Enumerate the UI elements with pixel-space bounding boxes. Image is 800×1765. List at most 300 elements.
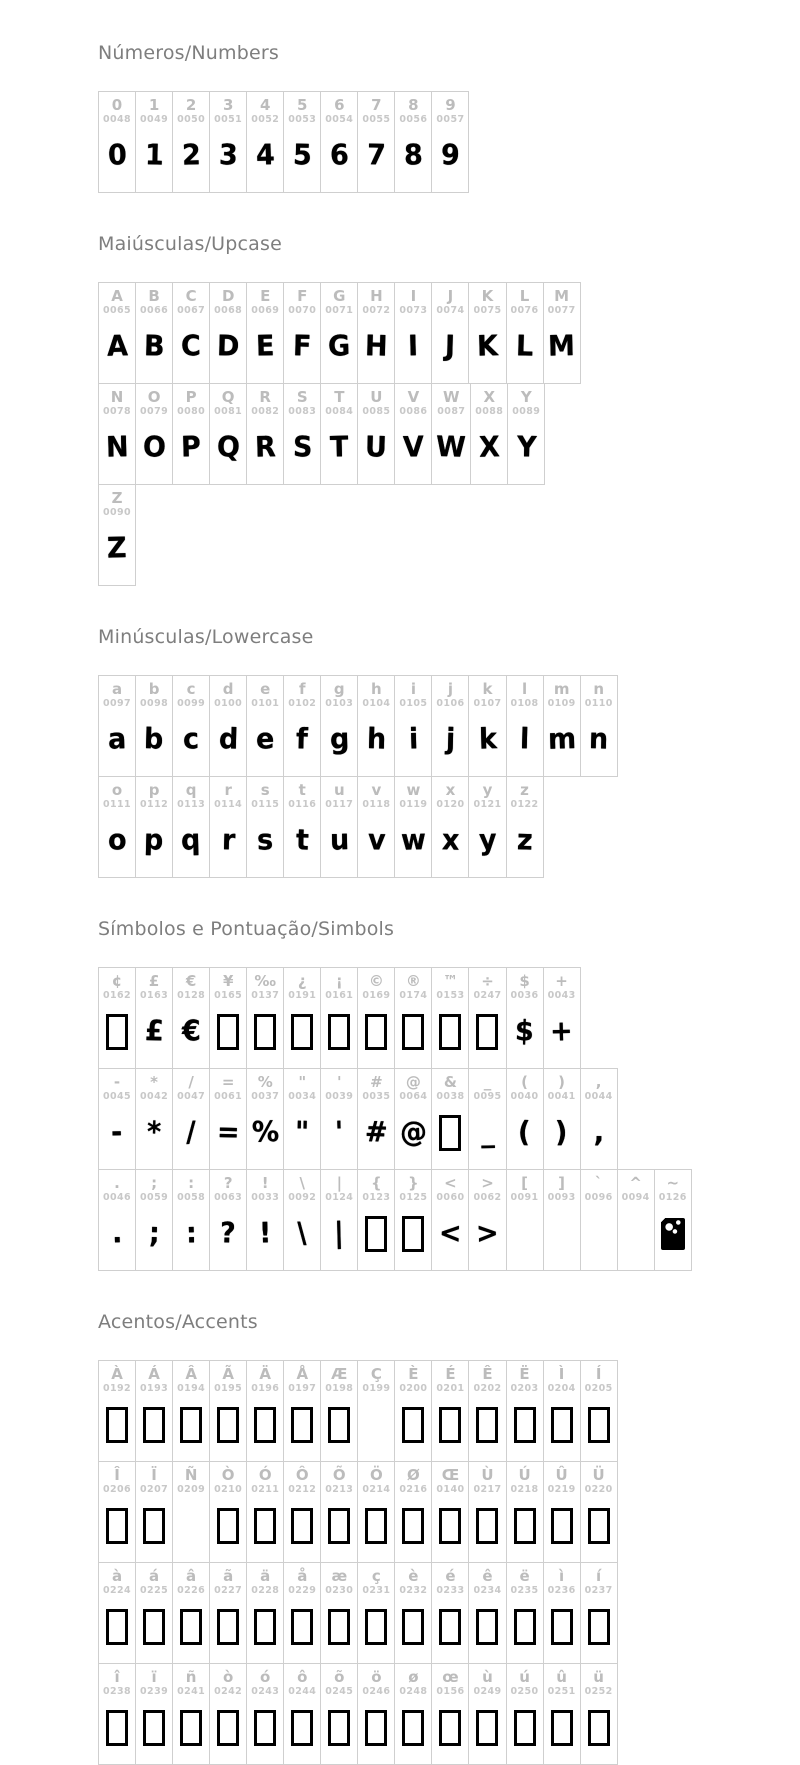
- char-code: 0137: [251, 990, 280, 1002]
- glyph-cell: [358, 1663, 395, 1765]
- face-glyph: [659, 1205, 687, 1263]
- glyph-cell: [284, 383, 321, 485]
- section-lowercase: [98, 626, 800, 878]
- glyph-cell: [358, 1562, 395, 1664]
- missing-glyph-box: [251, 1497, 279, 1555]
- missing-glyph-box: [548, 1396, 576, 1454]
- reference-char: Ó: [258, 1466, 272, 1484]
- glyph-cell: [507, 675, 544, 777]
- font-glyph: q: [181, 824, 202, 858]
- reference-char: 1: [148, 96, 160, 114]
- reference-char: Ç: [370, 1365, 382, 1383]
- glyph-cell: [469, 776, 506, 878]
- char-code: 0063: [214, 1192, 243, 1204]
- reference-char: É: [445, 1365, 456, 1383]
- reference-char: œ: [442, 1668, 459, 1686]
- glyph-cell: [247, 1663, 284, 1765]
- glyph-cell: [432, 1562, 469, 1664]
- missing-glyph-box: [140, 1699, 168, 1757]
- font-glyph: ,: [593, 1116, 605, 1150]
- reference-char: Ë: [519, 1365, 530, 1383]
- font-glyph: ): [554, 1116, 569, 1150]
- reference-char: z: [520, 781, 529, 799]
- missing-glyph-box: [436, 1598, 464, 1656]
- font-glyph: 3: [218, 139, 238, 173]
- glyph-cell: [173, 282, 210, 384]
- font-glyph: L: [515, 330, 534, 364]
- glyph-cell: [284, 1562, 321, 1664]
- reference-char: ¢: [111, 972, 123, 990]
- char-row: [98, 91, 469, 193]
- font-glyph: S: [292, 431, 313, 465]
- char-code: 0247: [473, 990, 502, 1002]
- missing-glyph-box: [288, 1598, 316, 1656]
- glyph-cell: [98, 1169, 136, 1271]
- reference-char: x: [445, 781, 456, 799]
- font-glyph: (: [517, 1116, 532, 1150]
- font-glyph: p: [143, 824, 165, 858]
- reference-char: ~: [666, 1174, 680, 1192]
- glyph-cell: [544, 1068, 581, 1170]
- missing-glyph-box: [436, 1396, 464, 1454]
- charmap-accents: [98, 1360, 800, 1765]
- reference-char: £: [148, 972, 160, 990]
- font-glyph: 8: [403, 139, 424, 173]
- glyph-cell: [469, 1562, 506, 1664]
- missing-glyph-box: [288, 1497, 316, 1555]
- reference-char: ™: [442, 972, 458, 990]
- char-code: 0244: [288, 1686, 317, 1698]
- char-code: 0205: [584, 1383, 613, 1395]
- missing-glyph-box: [140, 1497, 168, 1555]
- font-glyph: h: [366, 723, 387, 757]
- glyph-cell: [247, 1461, 284, 1563]
- glyph-cell: [284, 1360, 321, 1462]
- reference-char: 7: [371, 96, 382, 114]
- font-glyph: B: [143, 330, 165, 364]
- char-code: 0098: [140, 698, 169, 710]
- glyph-cell: [173, 1360, 210, 1462]
- char-code: 0111: [103, 799, 132, 811]
- reference-char: ÷: [481, 972, 494, 990]
- char-code: 0046: [103, 1192, 132, 1204]
- missing-glyph-box: [103, 1598, 131, 1656]
- reference-char: ): [558, 1073, 566, 1091]
- glyph-cell: [210, 1068, 247, 1170]
- glyph-cell: [507, 1068, 544, 1170]
- glyph-cell: [469, 1461, 506, 1563]
- reference-char: Y: [520, 388, 532, 406]
- reference-char: 9: [445, 96, 456, 114]
- char-code: 0201: [436, 1383, 465, 1395]
- font-glyph: m: [547, 723, 577, 757]
- reference-char: ,: [595, 1073, 602, 1091]
- char-code: 0123: [362, 1192, 391, 1204]
- reference-char: 8: [408, 96, 419, 114]
- glyph-cell: [98, 1068, 136, 1170]
- char-code: 0202: [473, 1383, 502, 1395]
- missing-glyph-box: [511, 1598, 539, 1656]
- glyph-cell: [581, 1663, 618, 1765]
- font-glyph: <: [438, 1217, 463, 1251]
- glyph-cell: [358, 383, 395, 485]
- reference-char: Ú: [518, 1466, 531, 1484]
- char-code: 0059: [140, 1192, 169, 1204]
- reference-char: ?: [223, 1174, 233, 1192]
- char-code: 0198: [325, 1383, 354, 1395]
- char-code: 0069: [251, 305, 280, 317]
- char-code: 0112: [140, 799, 169, 811]
- font-glyph: V: [402, 431, 425, 465]
- reference-char: O: [147, 388, 161, 406]
- missing-glyph-box: [548, 1497, 576, 1555]
- char-code: 0048: [103, 114, 132, 126]
- glyph-cell: [432, 282, 469, 384]
- char-code: 0042: [140, 1091, 169, 1103]
- char-code: 0156: [436, 1686, 465, 1698]
- glyph-cell: [432, 1663, 469, 1765]
- font-glyph: €: [181, 1015, 201, 1049]
- section-accents: [98, 1311, 800, 1765]
- char-code: 0106: [436, 698, 465, 710]
- glyph-cell: [136, 1068, 173, 1170]
- glyph-cell: [284, 282, 321, 384]
- missing-glyph-box: [140, 1396, 168, 1454]
- char-code: 0067: [177, 305, 206, 317]
- char-code: 0086: [399, 406, 428, 418]
- reference-char: ù: [482, 1668, 493, 1686]
- glyph-cell: [395, 1068, 432, 1170]
- char-code: 0058: [177, 1192, 206, 1204]
- section-title-uppercase: Maiúsculas/Upcase: [98, 233, 283, 255]
- reference-char: c: [186, 680, 196, 698]
- missing-glyph-box: [177, 1699, 205, 1757]
- reference-char: l: [521, 680, 528, 698]
- char-code: 0092: [288, 1192, 317, 1204]
- glyph-cell: [507, 776, 544, 878]
- char-code: 0041: [547, 1091, 576, 1103]
- glyph-cell: [136, 1360, 173, 1462]
- reference-char: P: [185, 388, 197, 406]
- glyph-cell: [544, 282, 581, 384]
- glyph-cell: [210, 383, 247, 485]
- char-code: 0191: [288, 990, 317, 1002]
- reference-char: ¥: [222, 972, 234, 990]
- glyph-cell: [432, 1360, 469, 1462]
- missing-glyph-box: [251, 1396, 279, 1454]
- font-glyph: n: [588, 723, 609, 757]
- missing-glyph-box: [251, 1003, 279, 1061]
- font-glyph: G: [327, 330, 351, 364]
- reference-char: 4: [259, 96, 271, 114]
- reference-char: ö: [371, 1668, 382, 1686]
- char-code: 0197: [288, 1383, 317, 1395]
- font-glyph: s: [256, 824, 274, 858]
- reference-char: W: [443, 388, 460, 406]
- glyph-cell: [469, 1663, 506, 1765]
- glyph-cell: [210, 1562, 247, 1664]
- char-code: 0083: [288, 406, 317, 418]
- missing-glyph-box: [473, 1497, 501, 1555]
- reference-char: ': [337, 1073, 342, 1091]
- reference-char: ø: [408, 1668, 419, 1686]
- glyph-cell: [210, 1169, 247, 1271]
- font-glyph: :: [185, 1217, 197, 1251]
- glyph-cell: [395, 1169, 432, 1271]
- reference-char: ì: [559, 1567, 565, 1585]
- char-code: 0053: [288, 114, 317, 126]
- char-code: 0075: [473, 305, 502, 317]
- missing-glyph-box: [585, 1598, 613, 1656]
- glyph-cell: [581, 1360, 618, 1462]
- reference-char: Á: [148, 1365, 160, 1383]
- glyph-cell: [581, 1461, 618, 1563]
- reference-char: m: [553, 680, 570, 698]
- reference-char: I: [410, 287, 417, 305]
- charmap-numbers: [98, 91, 800, 193]
- char-code: 0113: [177, 799, 206, 811]
- font-glyph: %: [251, 1116, 280, 1150]
- glyph-cell: [395, 675, 432, 777]
- char-code: 0104: [362, 698, 391, 710]
- font-glyph: +: [549, 1015, 574, 1049]
- char-code: 0162: [103, 990, 132, 1002]
- char-code: 0082: [251, 406, 280, 418]
- glyph-cell: [98, 776, 136, 878]
- reference-char: H: [370, 287, 383, 305]
- glyph-cell: [284, 1068, 321, 1170]
- char-code: 0225: [140, 1585, 169, 1597]
- char-row: [98, 1663, 618, 1765]
- reference-char: Ù: [481, 1466, 494, 1484]
- glyph-cell: [247, 675, 284, 777]
- font-glyph: Y: [516, 431, 537, 465]
- glyph-cell: [210, 967, 247, 1069]
- reference-char: n: [593, 680, 605, 698]
- missing-glyph-box: [399, 1699, 427, 1757]
- missing-glyph-box: [473, 1003, 501, 1061]
- reference-char: L: [519, 287, 530, 305]
- glyph-cell: [469, 1360, 506, 1462]
- reference-char: Î: [114, 1466, 120, 1484]
- font-glyph: D: [216, 330, 240, 364]
- char-code: 0220: [584, 1484, 613, 1496]
- reference-char: õ: [334, 1668, 345, 1686]
- char-code: 0108: [510, 698, 539, 710]
- reference-char: ": [298, 1073, 307, 1091]
- reference-char: À: [111, 1365, 123, 1383]
- glyph-cell: [98, 1562, 136, 1664]
- reference-char: ê: [482, 1567, 493, 1585]
- glyph-cell: [507, 1562, 544, 1664]
- reference-char: R: [259, 388, 271, 406]
- reference-char: s: [260, 781, 270, 799]
- char-code: 0115: [251, 799, 280, 811]
- char-code: 0242: [214, 1686, 243, 1698]
- char-code: 0252: [584, 1686, 613, 1698]
- glyph-cell: [136, 675, 173, 777]
- char-row: [98, 282, 581, 384]
- char-code: 0200: [399, 1383, 428, 1395]
- missing-glyph-box: [585, 1497, 613, 1555]
- glyph-cell: [432, 967, 469, 1069]
- font-glyph: U: [364, 431, 388, 465]
- empty-glyph: [585, 1205, 613, 1263]
- char-code: 0085: [362, 406, 391, 418]
- font-glyph: a: [107, 723, 127, 757]
- char-code: 0248: [399, 1686, 428, 1698]
- reference-char: ò: [223, 1668, 234, 1686]
- char-row: [98, 1461, 618, 1563]
- char-code: 0037: [251, 1091, 280, 1103]
- missing-glyph-box: [585, 1699, 613, 1757]
- font-glyph: A: [106, 330, 128, 364]
- char-code: 0061: [214, 1091, 243, 1103]
- glyph-cell: [395, 1663, 432, 1765]
- glyph-cell: [136, 91, 173, 193]
- glyph-cell: [247, 1360, 284, 1462]
- glyph-cell: [321, 383, 358, 485]
- char-code: 0051: [214, 114, 243, 126]
- char-code: 0101: [251, 698, 280, 710]
- missing-glyph-box: [140, 1598, 168, 1656]
- char-code: 0125: [399, 1192, 428, 1204]
- missing-glyph-box: [511, 1396, 539, 1454]
- font-glyph: O: [142, 431, 166, 465]
- reference-char: M: [554, 287, 570, 305]
- missing-glyph-box: [362, 1497, 390, 1555]
- glyph-cell: [358, 967, 395, 1069]
- glyph-cell: [544, 1663, 581, 1765]
- font-glyph: g: [329, 723, 350, 757]
- glyph-cell: [507, 1169, 544, 1271]
- char-code: 0227: [214, 1585, 243, 1597]
- char-code: 0043: [547, 990, 576, 1002]
- char-code: 0062: [473, 1192, 502, 1204]
- char-code: 0110: [584, 698, 613, 710]
- reference-char: *: [150, 1073, 158, 1091]
- reference-char: `: [594, 1174, 603, 1192]
- font-glyph: @: [399, 1116, 428, 1150]
- char-code: 0097: [103, 698, 132, 710]
- font-glyph: _: [480, 1116, 495, 1150]
- char-code: 0060: [436, 1192, 465, 1204]
- glyph-cell: [98, 1461, 136, 1563]
- glyph-cell: [247, 967, 284, 1069]
- glyph-cell: [284, 1169, 321, 1271]
- glyph-cell: [321, 282, 358, 384]
- font-glyph: t: [295, 824, 310, 858]
- glyph-cell: [98, 91, 136, 193]
- char-code: 0103: [325, 698, 354, 710]
- glyph-cell: [98, 1663, 136, 1765]
- char-code: 0068: [214, 305, 243, 317]
- glyph-cell: [321, 91, 358, 193]
- glyph-cell: [284, 675, 321, 777]
- glyph-cell: [247, 282, 284, 384]
- reference-char: ú: [519, 1668, 530, 1686]
- reference-char: f: [298, 680, 306, 698]
- missing-glyph-box: [325, 1003, 353, 1061]
- char-code: 0241: [177, 1686, 206, 1698]
- font-glyph: j: [445, 723, 456, 757]
- font-glyph: H: [364, 330, 389, 364]
- glyph-cell: [173, 675, 210, 777]
- missing-glyph-box: [511, 1699, 539, 1757]
- reference-char: N: [110, 388, 124, 406]
- char-code: 0072: [362, 305, 391, 317]
- font-glyph: c: [182, 723, 200, 757]
- reference-char: r: [224, 781, 232, 799]
- reference-char: ä: [260, 1567, 271, 1585]
- reference-char: 6: [334, 96, 345, 114]
- char-code: 0174: [399, 990, 428, 1002]
- font-glyph: y: [478, 824, 497, 858]
- char-code: 0109: [547, 698, 576, 710]
- font-glyph: ': [334, 1116, 344, 1150]
- font-glyph: I: [407, 330, 419, 364]
- char-code: 0196: [251, 1383, 280, 1395]
- reference-char: ¡: [335, 972, 343, 990]
- glyph-cell: [210, 1663, 247, 1765]
- glyph-cell: [210, 1461, 247, 1563]
- glyph-cell: [173, 1461, 210, 1563]
- glyph-cell: [544, 1461, 581, 1563]
- char-code: 0087: [437, 406, 466, 418]
- font-glyph: $: [514, 1015, 535, 1049]
- missing-glyph-box: [214, 1003, 242, 1061]
- glyph-cell: [544, 675, 581, 777]
- reference-char: ü: [593, 1668, 604, 1686]
- section-uppercase: [98, 233, 800, 586]
- glyph-cell: [98, 675, 136, 777]
- missing-glyph-box: [436, 1497, 464, 1555]
- glyph-cell: [98, 383, 136, 485]
- charmap-uppercase: [98, 282, 800, 586]
- reference-char: ñ: [185, 1668, 197, 1686]
- reference-char: ¿: [297, 972, 307, 990]
- char-code: 0065: [103, 305, 132, 317]
- reference-char: \: [299, 1174, 305, 1192]
- char-code: 0049: [140, 114, 169, 126]
- char-code: 0047: [177, 1091, 206, 1103]
- glyph-cell: [136, 282, 173, 384]
- char-code: 0235: [510, 1585, 539, 1597]
- reference-char: ^: [629, 1174, 642, 1192]
- glyph-cell: [210, 776, 247, 878]
- char-code: 0122: [510, 799, 539, 811]
- font-glyph: N: [105, 431, 129, 465]
- glyph-cell: [136, 383, 173, 485]
- glyph-cell: [98, 1360, 136, 1462]
- char-code: 0074: [436, 305, 465, 317]
- char-code: 0213: [325, 1484, 354, 1496]
- section-numbers: [98, 42, 800, 193]
- char-code: 0078: [103, 406, 132, 418]
- char-row: [98, 1562, 618, 1664]
- glyph-cell: [395, 282, 432, 384]
- char-code: 0076: [510, 305, 539, 317]
- glyph-cell: [544, 1360, 581, 1462]
- empty-glyph: [177, 1497, 205, 1555]
- font-glyph: e: [255, 723, 275, 757]
- reference-char: Œ: [441, 1466, 460, 1484]
- missing-glyph-box: [103, 1396, 131, 1454]
- reference-char: q: [185, 781, 197, 799]
- reference-char: j: [447, 680, 454, 698]
- font-glyph: -: [110, 1116, 124, 1150]
- font-glyph: ?: [219, 1217, 237, 1251]
